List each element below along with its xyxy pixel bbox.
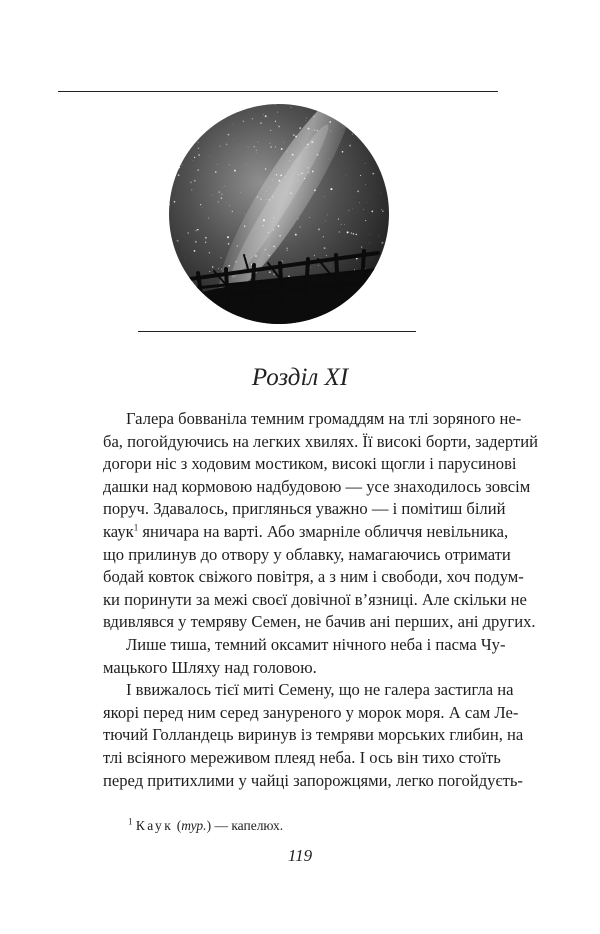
footnote-lang: тур. [181,818,207,833]
footnote-ref[interactable]: 1 [133,522,139,533]
text-segment: яничара на варті. Або змарніле обличчя невільника, [138,521,509,541]
text-line: вдивлявся у темряву Семен, не бачив ані перших, ані других. [103,612,536,632]
chapter-title: Розділ XI [251,364,349,391]
text-line: бодай ковток свіжого повітря, а з ним і свободи, хоч подум- [103,567,524,587]
footnote-term: Каук [135,818,174,833]
text-line: дашки над кормовою надбудовою — усе знаходилось зовсім [103,476,531,496]
text-line: тючий Голландець виринув із темряви морських глибин, на [103,725,524,745]
text-line: Галера бовваніла темним громаддям на тлі зоряного не- [126,409,522,428]
chapter-body [103,408,538,792]
text-line: поруч. Здавалось, приглянься уважно — і помітиш білий [103,499,506,519]
text-line: мацького Шляху над головою. [103,657,317,677]
text-line: догори ніс з ходовим мостиком, високі щогли і парусинові [103,454,517,474]
footnote: $^1$ Каук (тур.) — капелюх. [128,816,284,833]
footnote-definition: — капелюх. [214,818,284,833]
top-rule [58,91,498,92]
footnote-term: каук [103,521,134,541]
text-line: ба, погойдуючись на легких хвилях. Її високі борти, задертий [103,431,538,451]
text-line: ки поринути за межі своєї довічної в’язниці. Але скільки не [103,589,527,609]
text-line: тлі всіяного мереживом плеяд неба. І ось він тихо стоїть [103,747,501,767]
page-number: 119 [287,846,313,865]
text-line [103,521,509,544]
text-line: якорі перед ним серед зануреного у морок моря. А сам Ле- [103,702,519,722]
night-sky-fence-icon [168,103,390,325]
chapter-illustration [168,103,390,325]
text-line: що прилинув до отвору у облавку, намагаючись отримати [103,544,511,564]
title-rule [138,331,416,332]
text-line: І ввижалось тієї миті Семену, що не галера застигла на [126,680,514,700]
text-line: перед притихлими у чайці запорожцями, легко погойдуєть- [103,770,523,790]
footnote-marker: 1 [128,816,133,827]
text-line: Лише тиша, темний оксамит нічного неба і пасма Чу- [126,634,506,654]
